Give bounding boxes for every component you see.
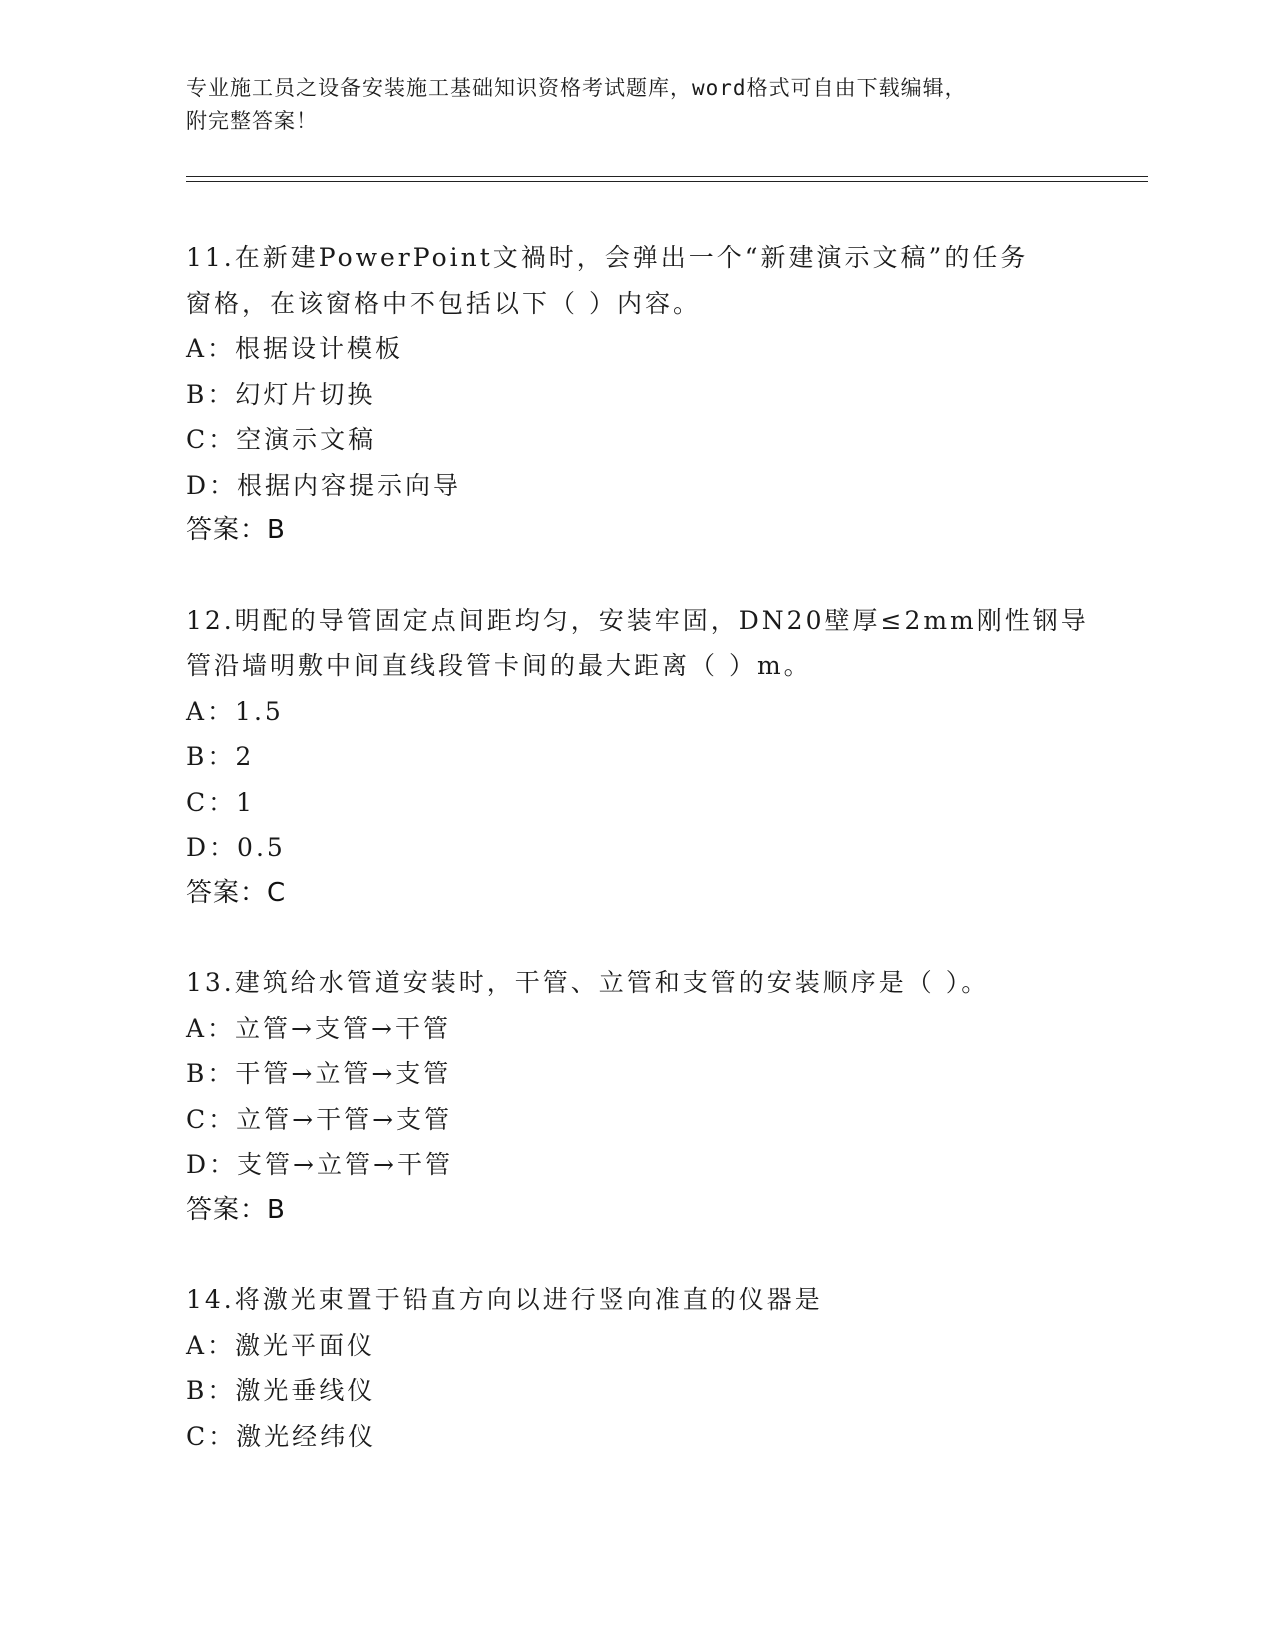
option-d: D：根据内容提示向导 [186,470,462,500]
option-a: A：激光平面仪 [186,1330,376,1360]
header-line-1: 专业施工员之设备安装施工基础知识资格考试题库，word格式可自由下载编辑， [186,76,967,100]
question-stem-continued: 管沿墙明敷中间直线段管卡间的最大距离（ ）m。 [186,651,812,680]
option-b: B：干管→立管→支管 [186,1059,452,1088]
question-stem-continued: 窗格，在该窗格中不包括以下（ ）内容。 [186,288,701,318]
question-11 [186,235,1086,554]
answer-label: 答案：C [186,877,287,908]
option-c: C：空演示文稿 [186,425,377,454]
question-stem: 14.将激光束置于铅直方向以进行竖向准直的仪器是 [186,1285,823,1314]
option-a: A：根据设计模板 [186,334,404,363]
option-a: A：立管→支管→干管 [186,1013,451,1043]
question-14 [186,1277,1086,1459]
header-divider-bottom [186,181,1148,182]
option-b: B：幻灯片切换 [186,379,376,409]
question-list [186,235,1089,1503]
answer-label: 答案：B [186,1194,286,1225]
option-c: C：立管→干管→支管 [186,1104,453,1134]
question-stem: 11.在新建PowerPoint文禍时，会弹出一个“新建演示文稿”的任务 [186,243,1029,272]
option-c: C：1 [186,787,256,817]
answer-label: 答案：B [186,515,286,545]
header-divider-top [186,176,1148,177]
question-12 [186,598,1089,917]
question-stem: 12.明配的导管固定点间距均匀，安装牢固，DN20壁厚≤2mm刚性钢导 [186,605,1089,635]
option-b: B：2 [186,742,255,771]
option-d: D：0.5 [186,833,286,862]
question-13 [186,960,1086,1233]
option-a: A：1.5 [186,696,284,726]
header-line-2: 附完整答案！ [186,109,318,133]
option-b: B：激光垂线仪 [186,1376,376,1405]
option-c: C：激光经纬仪 [186,1421,377,1451]
question-stem: 13.建筑给水管道安装时，干管、立管和支管的安装顺序是（ ）。 [186,968,990,997]
document-header [186,72,1066,138]
option-d: D：支管→立管→干管 [186,1150,453,1179]
